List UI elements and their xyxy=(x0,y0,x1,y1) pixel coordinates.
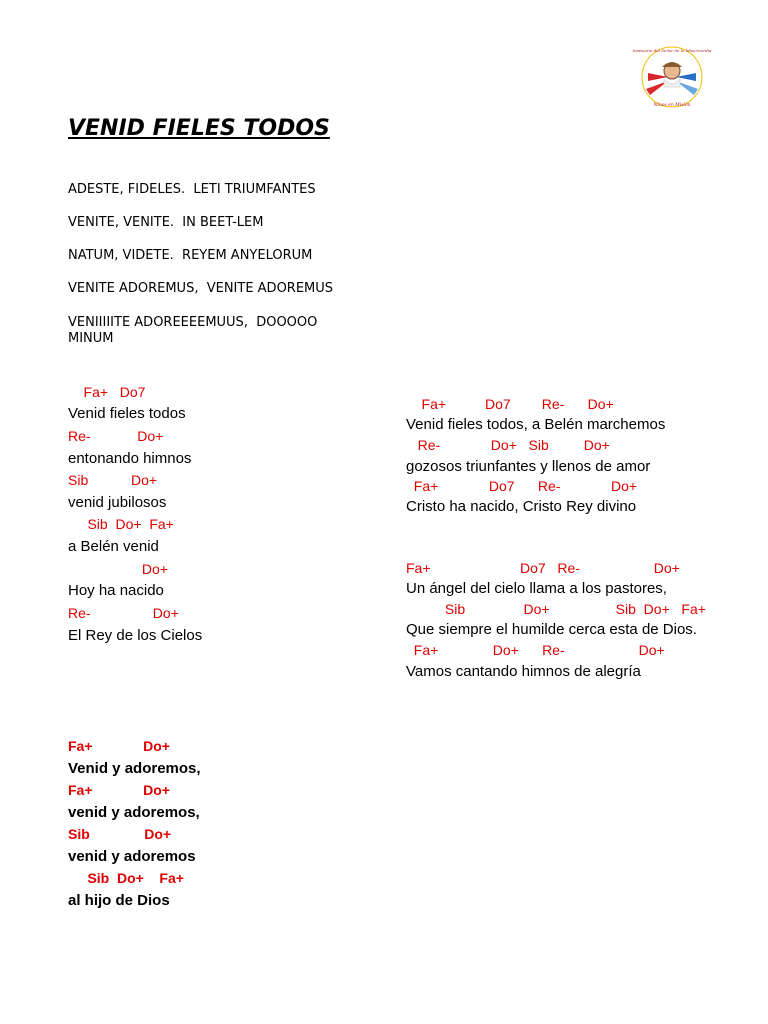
chorus-lyric-line: venid y adoremos, xyxy=(68,804,200,821)
lyric-line: Venid fieles todos, a Belén marchemos xyxy=(406,416,666,433)
chorus-chord-line: Sib Do+ Fa+ xyxy=(68,870,184,886)
chord-line: Fa+ Do7 xyxy=(68,384,146,400)
chorus-chord-line: Sib Do+ xyxy=(68,826,172,842)
chorus-lyric-line: Venid y adoremos, xyxy=(68,760,201,777)
chord-line: Sib Do+ Fa+ xyxy=(68,516,174,532)
lyric-line: Hoy ha nacido xyxy=(68,582,164,599)
chorus-chord-line: Fa+ Do+ xyxy=(68,782,170,798)
song-title: VENID FIELES TODOS xyxy=(68,116,330,141)
chorus-lyric-line: al hijo de Dios xyxy=(68,892,170,909)
chord-line: Sib Do+ Sib Do+ Fa+ xyxy=(406,601,706,617)
lyric-line: Vamos cantando himnos de alegría xyxy=(406,663,641,680)
chord-line: Fa+ Do7 Re- Do+ xyxy=(406,478,638,494)
latin-line-2: VENITE, VENITE. IN BEET-LEM xyxy=(68,215,264,230)
lyric-line: Un ángel del cielo llama a los pastores, xyxy=(406,580,667,597)
chorus-lyric-line: venid y adoremos xyxy=(68,848,196,865)
lyric-line: Venid fieles todos xyxy=(68,405,186,422)
chord-line: Re- Do+ xyxy=(68,605,179,621)
lyric-line: venid jubilosos xyxy=(68,494,167,511)
latin-line-6: MINUM xyxy=(68,331,114,346)
chord-line: Fa+ Do7 Re- Do+ xyxy=(406,396,614,412)
logo-text-bottom: Ninos en Misión xyxy=(653,103,691,108)
lyric-line: El Rey de los Cielos xyxy=(68,627,203,644)
chord-line: Re- Do+ Sib Do+ xyxy=(406,437,610,453)
chord-line: Fa+ Do7 Re- Do+ xyxy=(406,560,680,576)
chord-line: Re- Do+ xyxy=(68,428,164,444)
lyric-line: Cristo ha nacido, Cristo Rey divino xyxy=(406,498,637,515)
chorus-chord-line: Fa+ Do+ xyxy=(68,738,170,754)
chord-line: Sib Do+ xyxy=(68,472,158,488)
chord-line: Do+ xyxy=(68,561,168,577)
lyric-line: gozosos triunfantes y llenos de amor xyxy=(406,458,651,475)
chord-line: Fa+ Do+ Re- Do+ xyxy=(406,642,665,658)
lyric-line: Que siempre el humilde cerca esta de Dios. xyxy=(406,621,697,638)
latin-line-1: ADESTE, FIDELES. LETI TRIUMFANTES xyxy=(68,182,316,197)
lyric-line: entonando himnos xyxy=(68,450,192,467)
latin-line-5: VENIIIIITE ADOREEEEMUUS, DOOOOO xyxy=(68,315,318,330)
lyric-line: a Belén venid xyxy=(68,538,159,555)
sanctuary-logo xyxy=(632,43,712,111)
latin-line-4: VENITE ADOREMUS, VENITE ADOREMUS xyxy=(68,281,334,296)
logo-text-top: Santuario del Señor de la Misericordia xyxy=(632,48,712,53)
latin-line-3: NATUM, VIDETE. REYEM ANYELORUM xyxy=(68,248,313,263)
